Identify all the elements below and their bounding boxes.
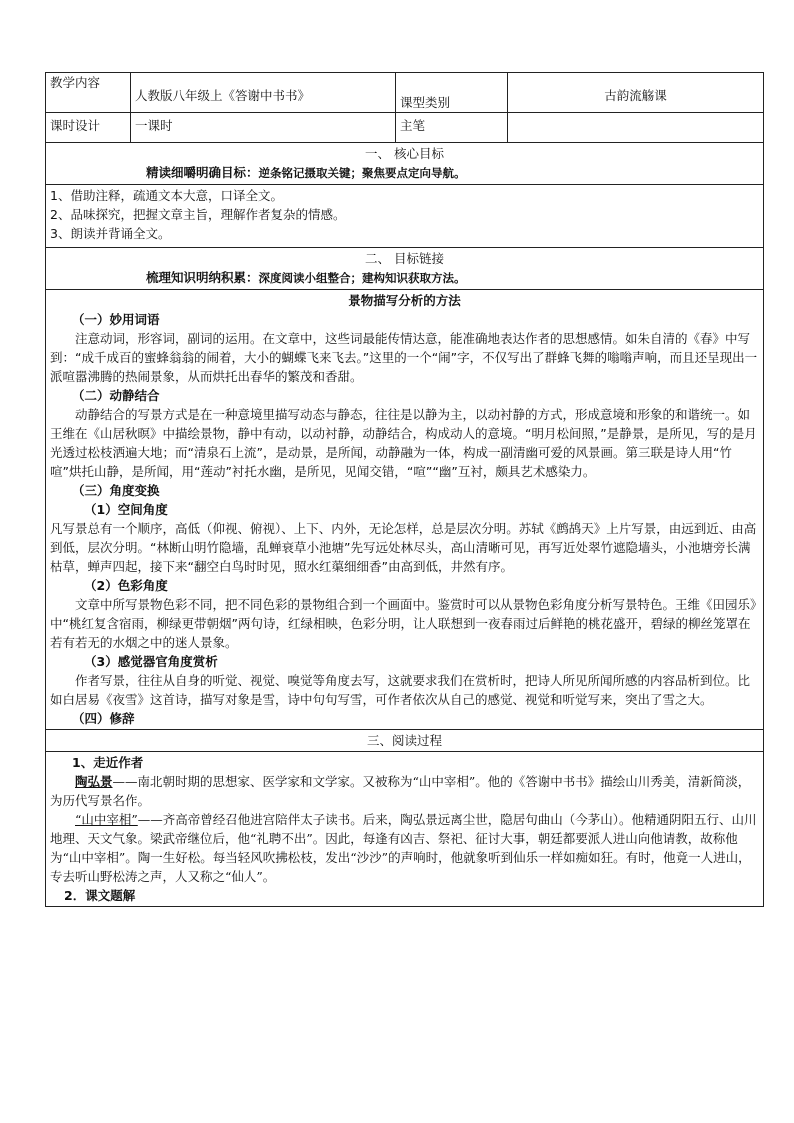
period-label: 课时设计 [46, 113, 131, 143]
lesson-plan-table [45, 72, 764, 907]
row-content [46, 73, 764, 113]
goals-cell [46, 185, 764, 248]
content-value: 人教版八年级上《答谢中书书》 [131, 73, 396, 113]
method-paragraph-space: 凡写景总有一个顺序，高低（仰视、俯视）、上下、内外，无论怎样，总是层次分明。苏轼《鹧鸪天》上片写景，由远到近、由高到低，层次分明。“林断山明竹隐墙，乱蝉衰草小池塘”先写远处林尽头，高山清晰可见，再写近处翠竹遮隐墙头，小池塘旁长满枯草，蝉声四起，接下来“翻空白鸟时时见，照水红蕖细细香”由高到低，井然有序。 [50, 521, 757, 574]
goal-item: 3、朗读并背诵全文。 [50, 226, 171, 241]
section2-lead [50, 268, 759, 288]
reading-cell [46, 752, 764, 907]
method-heading-2: （二）动静结合 [72, 388, 160, 403]
method-heading-3: （三）角度变换 [72, 483, 160, 498]
method-heading-4: （四）修辞 [72, 711, 135, 726]
row-section3-title [46, 730, 764, 752]
method-subheading-color: （2）色彩角度 [84, 578, 168, 593]
content-label: 教学内容 [46, 73, 131, 113]
row-section2-body [46, 290, 764, 730]
section2-lead-rest: 深度阅读小组整合；建构知识获取方法。 [258, 271, 466, 285]
term-name: “山中宰相” [75, 812, 138, 827]
author-paragraph [50, 772, 759, 810]
row-section1-goals [46, 185, 764, 248]
row-section2-title [46, 248, 764, 290]
methods-title: 景物描写分析的方法 [348, 293, 461, 308]
section2-title: 二、 目标链接 [365, 251, 444, 266]
section1-lead [50, 163, 759, 183]
reading-heading-1: 1、走近作者 [72, 755, 144, 770]
goal-item: 1、借助注释，疏通文本大意，口译全文。 [50, 188, 283, 203]
section1-lead-bold: 精读细嚼明确目标： [146, 165, 259, 180]
author-value [508, 113, 764, 143]
lesson-plan-page [45, 72, 763, 907]
method-heading-1: （一）妙用词语 [72, 312, 160, 327]
method-subheading-senses: （3）感觉器官角度赏析 [84, 654, 218, 669]
author-label: 主笔 [396, 113, 508, 143]
section2-lead-bold: 梳理知识明纳积累： [146, 270, 259, 285]
section1-title: 一、 核心目标 [365, 146, 444, 161]
type-value: 古韵流觞课 [508, 73, 764, 113]
row-section3-body [46, 752, 764, 907]
reading-heading-2: 2．课文题解 [64, 888, 136, 903]
term-desc: ——齐高帝曾经召他进宫陪伴太子读书。后来，陶弘景远离尘世，隐居句曲山（今茅山）。他精通阴阳五行、山川地理、天文气象。梁武帝继位后，他“礼聘不出”。因此，每逢有凶吉、祭祀、征讨大事，朝廷都要派人进山向他请教，故称他为“山中宰相”。陶一生好松。每当轻风吹拂松枝，发出“沙沙”的声响时，他就象听到仙乐一样如痴如狂。有时，他竟一人进山，专去听山野松涛之声，人又称之“仙人”。 [50, 812, 757, 884]
section1-lead-rest: 逆条铭记摄取关键；聚焦要点定向导航。 [258, 166, 466, 180]
method-paragraph-1: 注意动词，形容词，副词的运用。在文章中，这些词最能传情达意，能准确地表达作者的思想感情。如朱自清的《春》中写到：“成千成百的蜜蜂翁翁的闹着，大小的蝴蝶飞来飞去。”这里的一个“闹”字，不仅写出了群蜂飞舞的嗡嗡声响，而且还呈现出一派喧嚣沸腾的热闹景象，从而烘托出春华的繁茂和香甜。 [50, 331, 758, 384]
method-subheading-space: （1）空间角度 [84, 502, 168, 517]
author-name: 陶弘景 [75, 774, 113, 789]
method-paragraph-color: 文章中所写景物色彩不同，把不同色彩的景物组合到一个画面中。鉴赏时可以从景物色彩角度分析写景特色。王维《田园乐》中“桃红复含宿雨，柳绿更带朝烟”两句诗，红绿相映，色彩分明，让人联想到一夜春雨过后鲜艳的桃花盛开，碧绿的柳丝笼罩在若有若无的水烟之中的迷人景象。 [50, 597, 757, 650]
row-period [46, 113, 764, 143]
method-paragraph-senses: 作者写景，往往从自身的听觉、视觉、嗅觉等角度去写，这就要求我们在赏析时，把诗人所见所闻所感的内容品析到位。比如白居易《夜雪》这首诗，描写对象是雪，诗中句句写雪，可作者依次从自己的感觉、视觉和听觉写来，突出了雪之大。 [50, 673, 751, 707]
goal-item: 2、品味探究，把握文章主旨，理解作者复杂的情感。 [50, 207, 346, 222]
period-value: 一课时 [131, 113, 396, 143]
row-section1-title [46, 143, 764, 185]
author-desc: ——南北朝时期的思想家、医学家和文学家。又被称为“山中宰相”。他的《答谢中书书》描绘山川秀美，清新简淡，为历代写景名作。 [50, 774, 751, 808]
term-paragraph [50, 810, 759, 886]
section1-cell [46, 143, 764, 185]
section2-cell [46, 248, 764, 290]
section3-title: 三、阅读过程 [46, 730, 764, 752]
type-label: 课型类别 [396, 73, 508, 113]
methods-cell [46, 290, 764, 730]
method-paragraph-2: 动静结合的写景方式是在一种意境里描写动态与静态，往往是以静为主，以动衬静的方式，形成意境和形象的和谐统一。如王维在《山居秋暝》中描绘景物，静中有动，以动衬静，动静结合，构成动人的意境。“明月松间照，”是静景，是所见，写的是月光透过松枝洒遍大地；而“清泉石上流”，是动景，是所闻，动静融为一体，构成一副清幽可爱的风景画。第三联是诗人用“竹喧”烘托山静，是所闻，用“莲动”衬托水幽，是所见，见闻交错，“喧”“幽”互衬，颇具艺术感染力。 [50, 407, 757, 479]
